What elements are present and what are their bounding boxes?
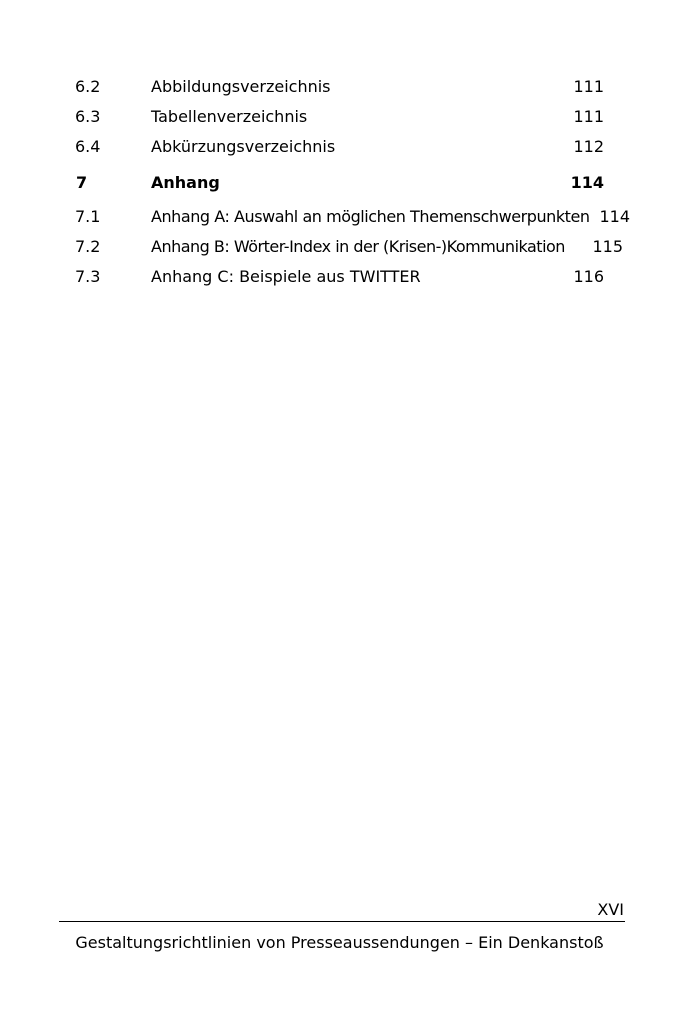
footer-divider — [59, 921, 625, 922]
toc-chapter-7 — [0, 172, 679, 194]
toc-entry-6-2 — [0, 76, 679, 98]
toc-entry-title: Tabellenverzeichnis — [151, 107, 308, 126]
toc-entry-number: 6.2 — [75, 77, 101, 96]
toc-entry-page: 111 — [573, 77, 604, 96]
toc-entry-title: Anhang C: Beispiele aus TWITTER — [151, 267, 421, 286]
toc-entry-page: 114 — [599, 207, 630, 226]
toc-entry-title: Abbildungsverzeichnis — [151, 77, 331, 96]
toc-entry-6-3 — [0, 106, 679, 128]
toc-entry-page: 116 — [573, 267, 604, 286]
toc-entry-number: 7.2 — [75, 237, 101, 256]
toc-entry-number: 6.3 — [75, 107, 101, 126]
toc-entry-title: Abkürzungsverzeichnis — [151, 137, 336, 156]
toc-chapter-title: Anhang — [151, 173, 220, 192]
footer-title: Gestaltungsrichtlinien von Presseaussendungen – Ein Denkanstoß — [75, 933, 604, 952]
toc-entry-title: Anhang A: Auswahl an möglichen Themenschwerpunkten — [151, 207, 590, 226]
toc-entry-6-4 — [0, 136, 679, 158]
toc-chapter-page: 114 — [570, 173, 604, 192]
toc-entry-title: Anhang B: Wörter-Index in der (Krisen-)Kommunikation — [151, 237, 565, 256]
page-number: XVI — [597, 900, 624, 919]
toc-entry-7-3 — [0, 266, 679, 288]
toc-entry-page: 115 — [592, 237, 623, 256]
toc-entry-page: 112 — [573, 137, 604, 156]
toc-entry-number: 7.1 — [75, 207, 101, 226]
toc-chapter-number: 7 — [76, 173, 88, 192]
toc-entry-number: 7.3 — [75, 267, 101, 286]
toc-entry-page: 111 — [573, 107, 604, 126]
toc-entry-7-1 — [0, 206, 679, 228]
toc-entry-7-2 — [0, 236, 679, 258]
toc-entry-number: 6.4 — [75, 137, 101, 156]
